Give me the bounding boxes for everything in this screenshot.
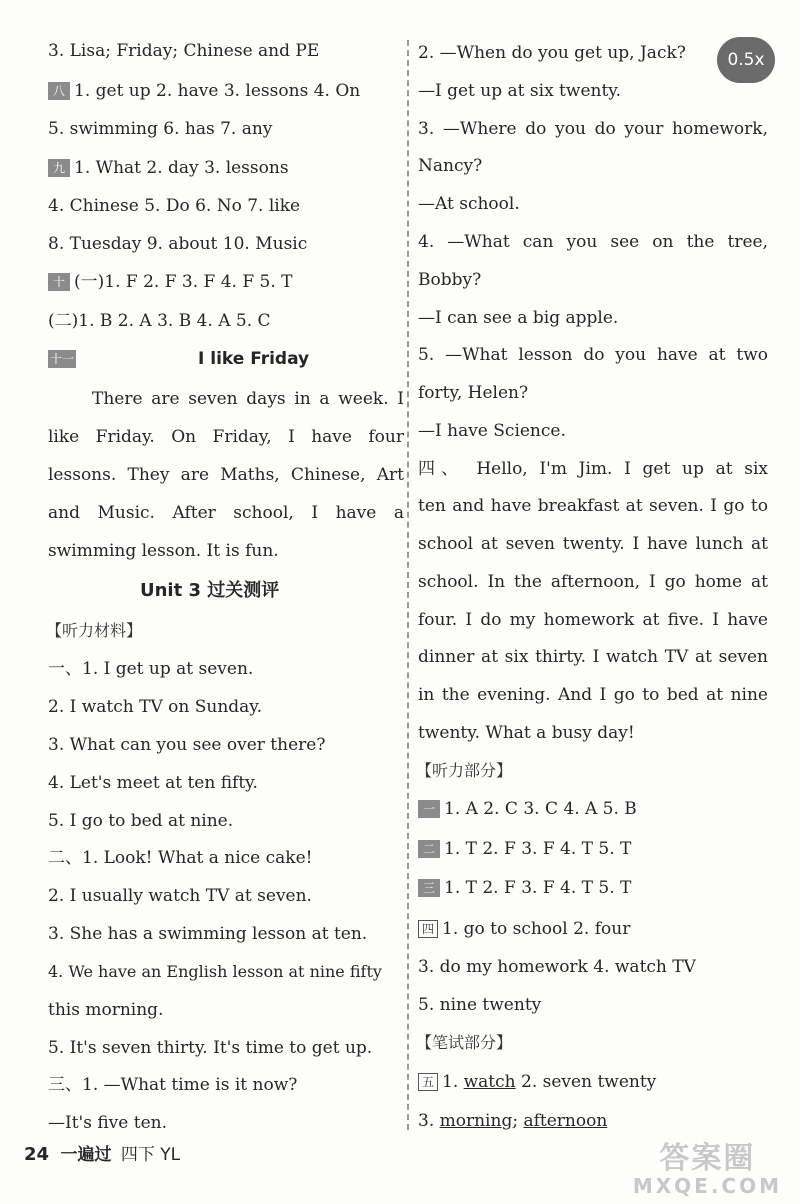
filled-answer: afternoon [523,1111,608,1131]
listening-material-heading: 【听力材料】 [46,621,143,640]
section-badge: 一 [418,800,440,818]
transcript-line: ten and have breakfast at seven. I go to [418,496,768,516]
grade-label: 四下 YL [120,1145,181,1165]
answer-line: 一 1. A 2. C 3. C 4. A 5. B [418,798,637,820]
transcript-line: 二、1. Look! What a nice cake! [48,848,313,868]
answer-line: 8. Tuesday 9. about 10. Music [48,234,308,254]
transcript-line: 4. —What can you see on the tree, [418,232,768,252]
transcript-line: —I can see a big apple. [418,308,619,328]
page-number: 24 [24,1144,50,1165]
essay-line: like Friday. On Friday, I have four [48,427,404,447]
transcript-line: in the evening. And I go to bed at nine [418,685,768,705]
transcript-line: four. I do my homework at five. I have [418,610,768,630]
transcript-line: 一、1. I get up at seven. [48,659,254,679]
section-badge: 三 [418,879,440,897]
answer-line: 3. morning; afternoon [418,1111,608,1131]
answer-line: 3. Lisa; Friday; Chinese and PE [48,41,320,61]
playback-speed-badge[interactable]: 0.5x [717,37,775,83]
section-badge: 十一 [50,352,75,366]
transcript-line: twenty. What a busy day! [418,723,635,743]
answer-line: 3. do my homework 4. watch TV [418,957,696,977]
transcript-line: school. In the afternoon, I go home at [418,572,768,592]
section-badge: 八 [48,82,70,100]
essay-line: and Music. After school, I have a [48,503,404,523]
transcript-line: Bobby? [418,270,482,290]
answer-line: 二 1. T 2. F 3. F 4. T 5. T [418,838,631,860]
transcript-line: 4. We have an English lesson at nine fifty [48,962,382,981]
writing-part-heading: 【笔试部分】 [416,1033,513,1052]
transcript-line: 4. Let's meet at ten fifty. [48,773,258,793]
transcript-line: forty, Helen? [418,383,529,403]
transcript-line: —I have Science. [418,421,566,441]
filled-answer: watch [463,1072,516,1092]
transcript-line: Nancy? [418,156,483,176]
transcript-line: 5. I go to bed at nine. [48,811,234,831]
transcript-line: 四、 Hello, I'm Jim. I get up at six [418,459,768,479]
unit-title: Unit 3 过关测评 [140,580,280,601]
answer-line: 三 1. T 2. F 3. F 4. T 5. T [418,877,631,899]
transcript-line: 2. I watch TV on Sunday. [48,697,263,717]
answer-line: 4. Chinese 5. Do 6. No 7. like [48,196,301,216]
section-badge: 四 [418,920,438,938]
transcript-line: 2. I usually watch TV at seven. [48,886,312,906]
transcript-line: —At school. [418,194,520,214]
answer-line: 五 1. watch 2. seven twenty [418,1071,656,1093]
section-badge: 五 [418,1073,438,1091]
section-11-line [48,348,404,370]
transcript-line: 3. What can you see over there? [48,735,326,755]
answer-line: 5. swimming 6. has 7. any [48,119,273,139]
section-9-line: 九 1. What 2. day 3. lessons [48,157,289,179]
transcript-line: 5. It's seven thirty. It's time to get up. [48,1038,373,1058]
transcript-line: 3. —Where do you do your homework, [418,119,768,139]
column-divider [407,40,409,1130]
answer-line: 5. nine twenty [418,995,542,1015]
transcript-line: 2. —When do you get up, Jack? [418,43,686,63]
listening-part-heading: 【听力部分】 [416,761,513,780]
transcript-line: —It's five ten. [48,1113,167,1133]
filled-answer: morning [439,1111,513,1131]
series-name: 一遍过 [60,1145,112,1165]
transcript-line: dinner at six thirty. I watch TV at seven [418,647,768,667]
section-10-line: 十 (一)1. F 2. F 3. F 4. F 5. T [48,271,293,293]
site-watermark: 答案圈 MXQE.COM [632,1141,782,1198]
section-8-line: 八 1. get up 2. have 3. lessons 4. On [48,80,360,102]
transcript-line: —I get up at six twenty. [418,81,622,101]
transcript-line: this morning. [48,1000,164,1020]
transcript-line: school at seven twenty. I have lunch at [418,534,768,554]
transcript-line: 三、1. —What time is it now? [48,1075,298,1095]
transcript-line: 3. She has a swimming lesson at ten. [48,924,368,944]
answer-line: 四 1. go to school 2. four [418,918,630,940]
essay-line: swimming lesson. It is fun. [48,541,279,561]
essay-line: There are seven days in a week. I [92,389,404,409]
essay-title: I like Friday [198,349,310,369]
section-badge: 二 [418,840,440,858]
page-footer [24,1140,180,1165]
section-badge: 九 [48,159,70,177]
essay-line: lessons. They are Maths, Chinese, Art [48,465,404,485]
answer-line: (二)1. B 2. A 3. B 4. A 5. C [48,311,271,331]
transcript-line: 5. —What lesson do you have at two [418,345,768,365]
section-badge: 十 [48,273,70,291]
